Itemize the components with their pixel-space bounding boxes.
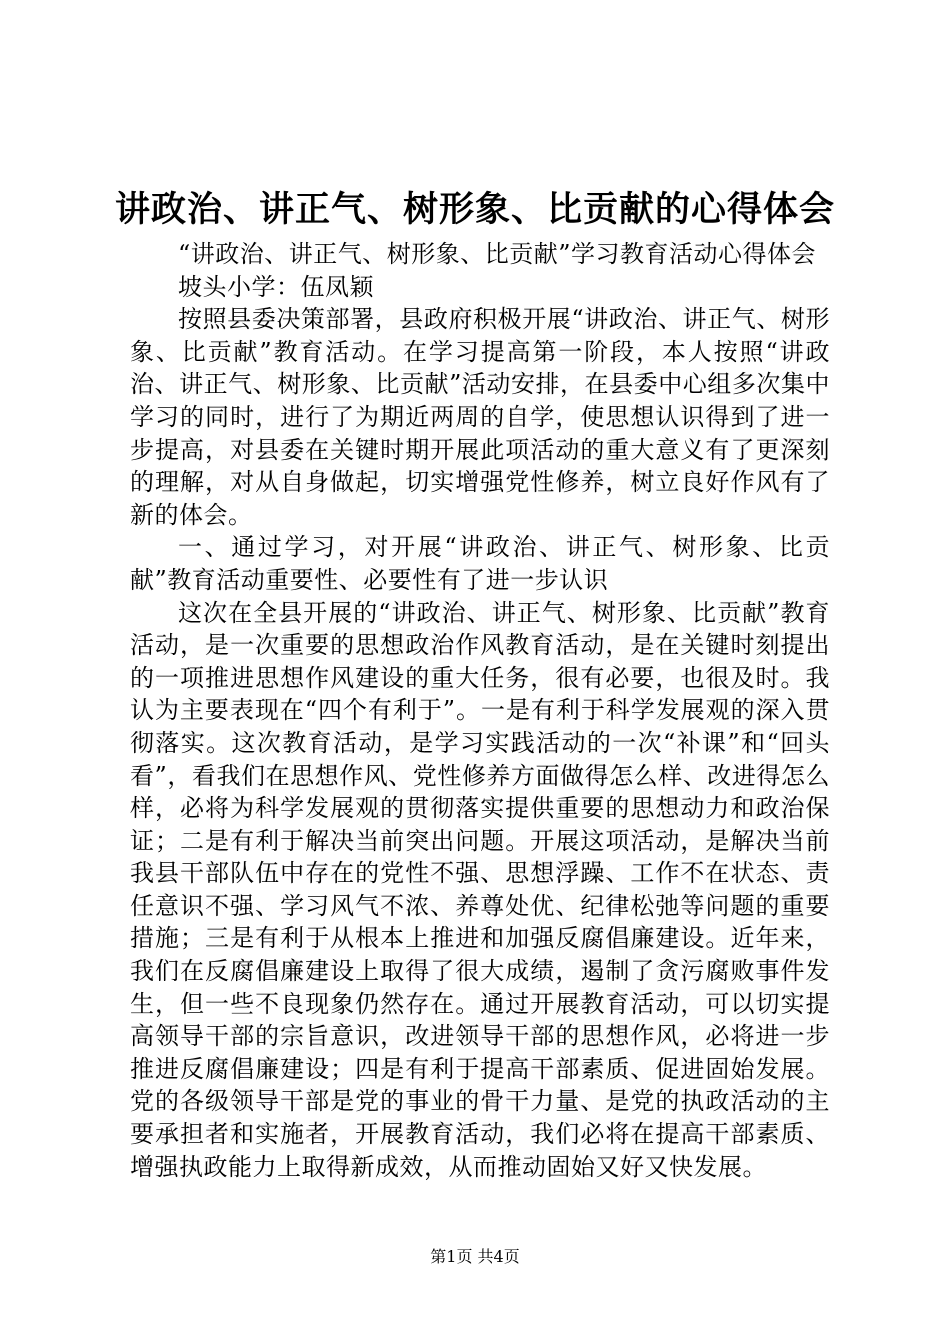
document-title: 讲政治、讲正气、树形象、比贡献的心得体会 xyxy=(114,190,835,230)
paragraph-subtitle: “讲政治、讲正气、树形象、比贡献”学习教育活动心得体会 xyxy=(178,240,817,268)
paragraph-author: 坡头小学：伍凤颖 xyxy=(178,272,374,301)
paragraph-intro: 按照县委决策部署，县政府积极开展“讲政治、讲正气、树形象、比贡献”教育活动。在学习提高第一阶段，本人按照“讲政治、讲正气、树形象、比贡献”活动安排，在县委中心组多次集中学习的同时，进行了为期近两周的自学，使思想认识得到了进一步提高，对县委在关键时期开展此项活动的重大意义有了更深刻的理解，对从自身做起，切实增强党性修养，树立良好作风有了新的体会。 xyxy=(130,305,830,529)
page-footer: 第1页 共4页 xyxy=(430,1247,520,1266)
paragraph-section-heading: 一、通过学习，对开展“讲政治、讲正气、树形象、比贡献”教育活动重要性、必要性有了进一步认识 xyxy=(130,533,830,594)
document-body xyxy=(130,238,830,1183)
paragraph-section-body: 这次在全县开展的“讲政治、讲正气、树形象、比贡献”教育活动，是一次重要的思想政治作风教育活动，是在关键时刻提出的一项推进思想作风建设的重大任务，很有必要，也很及时。我认为主要表现在“四个有利于”。一是有利于科学发展观的深入贯彻落实。这次教育活动，是学习实践活动的一次“补课”和“回头看”，看我们在思想作风、党性修养方面做得怎么样、改进得怎么样，必将为科学发展观的贯彻落实提供重要的思想动力和政治保证；二是有利于解决当前突出问题。开展这项活动，是解决当前我县干部队伍中存在的党性不强、思想浮躁、工作不在状态、责任意识不强、学习风气不浓、养尊处优、纪律松弛等问题的重要措施；三是有利于从根本上推进和加强反腐倡廉建设。近年来，我们在反腐倡廉建设上取得了很大成绩，遏制了贪污腐败事件发生，但一些不良现象仍然存在。通过开展教育活动，可以切实提高领导干部的宗旨意识，改进领导干部的思想作风，必将进一步推进反腐倡廉建设；四是有利于提高干部素质、促进固始发展。党的各级领导干部是党的事业的骨干力量、是党的执政活动的主要承担者和实施者，开展教育活动，我们必将在提高干部素质、增强执政能力上取得新成效，从而推动固始又好又快发展。 xyxy=(130,598,830,1181)
